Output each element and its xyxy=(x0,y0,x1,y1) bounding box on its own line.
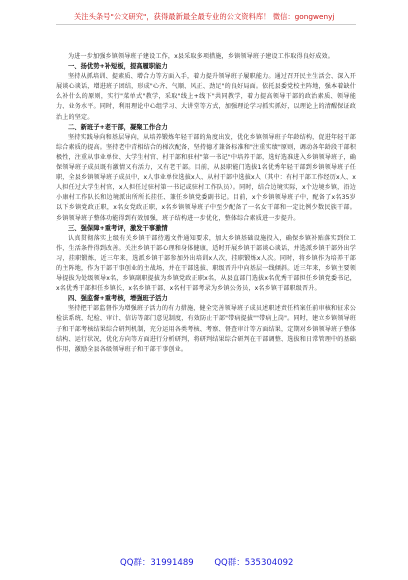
header-banner[interactable]: 关注头条号"公文研究"，获得最新最全最专业的公文资料库！ 微信：gongwenyj xyxy=(74,12,335,21)
footer-contact xyxy=(120,558,340,568)
qq-group-1: QQ群：31991489 xyxy=(120,558,194,568)
qq-group-2: QQ群：535304092 xyxy=(214,558,294,568)
section-2-paragraph: 坚持实践导向和基层导向，从培养锻炼年轻干部的角度出发，优化乡镇领导班子年龄结构，促进年轻干部综合素质的提高。坚持老中青相结合的梯次配备，坚持德才兼备标准和"注重实绩"原则，调动各年龄段干部积极性，注重从事业单位、大学生村官、村干部和驻村"第一书记"中培养干部，选好选准进入乡镇领导班子，确保领导班子成员既有激情又有活力，又有老干部。目前，从县职能门选拔1名优秀年轻干部到乡镇领导班子任职，全县乡镇领导班子成员中，x人事业单位选拔x人、从村干部中选拔x人（其中：有村干部工作经历x人、x人担任过大学生村官，x人担任过驻村第一书记或驻村工作队员）。同时，结合边境实际，x个边境乡镇，沿边小康村工作队长和边境派出所所长挂任、兼任乡镇党委副书记。目前，x个乡镇领导班子中，配备了x名35岁以下乡镇党政正职，x名女党政正职，x名乡镇领导班子中至少配备了一名女干部和一定比例少数民族干部。乡镇领导班子整体功能得到有效加强，班子结构进一步优化，整体综合素质进一步提升。 xyxy=(56,133,356,222)
section-heading-2: 二、新班子+老干部，凝聚工作合力 xyxy=(68,123,168,131)
section-1-paragraph: 坚持从抓培训、提素质、增合力等方面入手，着力提升领导班子履职能力。通过召开民主生活会、深入开展谈心谈话，增进班子团结，形成"心齐、气顺、风正、劲足"的良好局面。依托县委党校主阵地，强本着缺什么补什么的原则，实行"菜单式"教学，采取"线上+线下"共同教学，着力提高领导干部的政治素质、领导能力、业务水平。同时，利用理论中心组学习、大讲堂等方式，加强理论学习抓实抓好，以理论上的清醒保证政治上的坚定。 xyxy=(56,73,356,121)
section-heading-3: 三、强保障+重考评，激发干事激情 xyxy=(68,224,168,232)
document-body xyxy=(56,52,356,355)
section-3-paragraph: 认真贯彻落实上级有关乡镇干部待遇文件通知要求，加大乡镇基础设施投入，确保乡镇补贴落实到位工作，生活条件得到改善。关注乡镇干部心理和身体健康，适时开展乡镇干部谈心谈话，并选派乡镇干部外出学习，挂职锻炼，近三年来，选派乡镇干部参加外出培训x人次，挂职锻炼x人次。同时，将乡镇作为培养干部的主阵地，作为干部干事创业的主战场，并在干部选拔、职级晋升中向基层一线倾斜。近三年来，乡镇主要领导提拔为处级领导x名，乡镇副职提拔为乡镇党政正职x名，从县直部门选拔x名优秀干部担任乡镇党委书记，x名优秀干部担任乡镇长，x名乡镇干部、x名村干部考录为乡镇公务员，x名乡镇干部职级晋升。 xyxy=(56,234,356,293)
header-divider xyxy=(56,24,356,25)
section-4-paragraph: 坚持把干部监督作为增强班子活力的有力措施，健全完善领导班子成员述职述责任档案任前审核和征求公检法系统、纪检、审计、信访等部门意见制度，有效防止干部"带病提拔""带病上岗"。同时，建立乡镇领导班子和干部考核结果综合研判机制，充分运用各类考核、考察、督查审计等方面结果，定期对乡镇领导班子整体结构、运行状况，优化方向等方面进行分析研判，将研判结果综合研判在干部调整、选拔和日常管理中的基础作用，激励全县各级领导班子和干部干事创业。 xyxy=(56,305,356,353)
intro-paragraph: 为进一步加强乡镇领导班子建设工作，x县采取多项措施，乡镇领导班子建设工作取得良好成效。 xyxy=(68,53,334,60)
section-heading-4: 四、强监督+重考核，增强班子活力 xyxy=(68,295,168,303)
section-heading-1: 一、扬优势+补短板，提高履职能力 xyxy=(68,63,168,71)
